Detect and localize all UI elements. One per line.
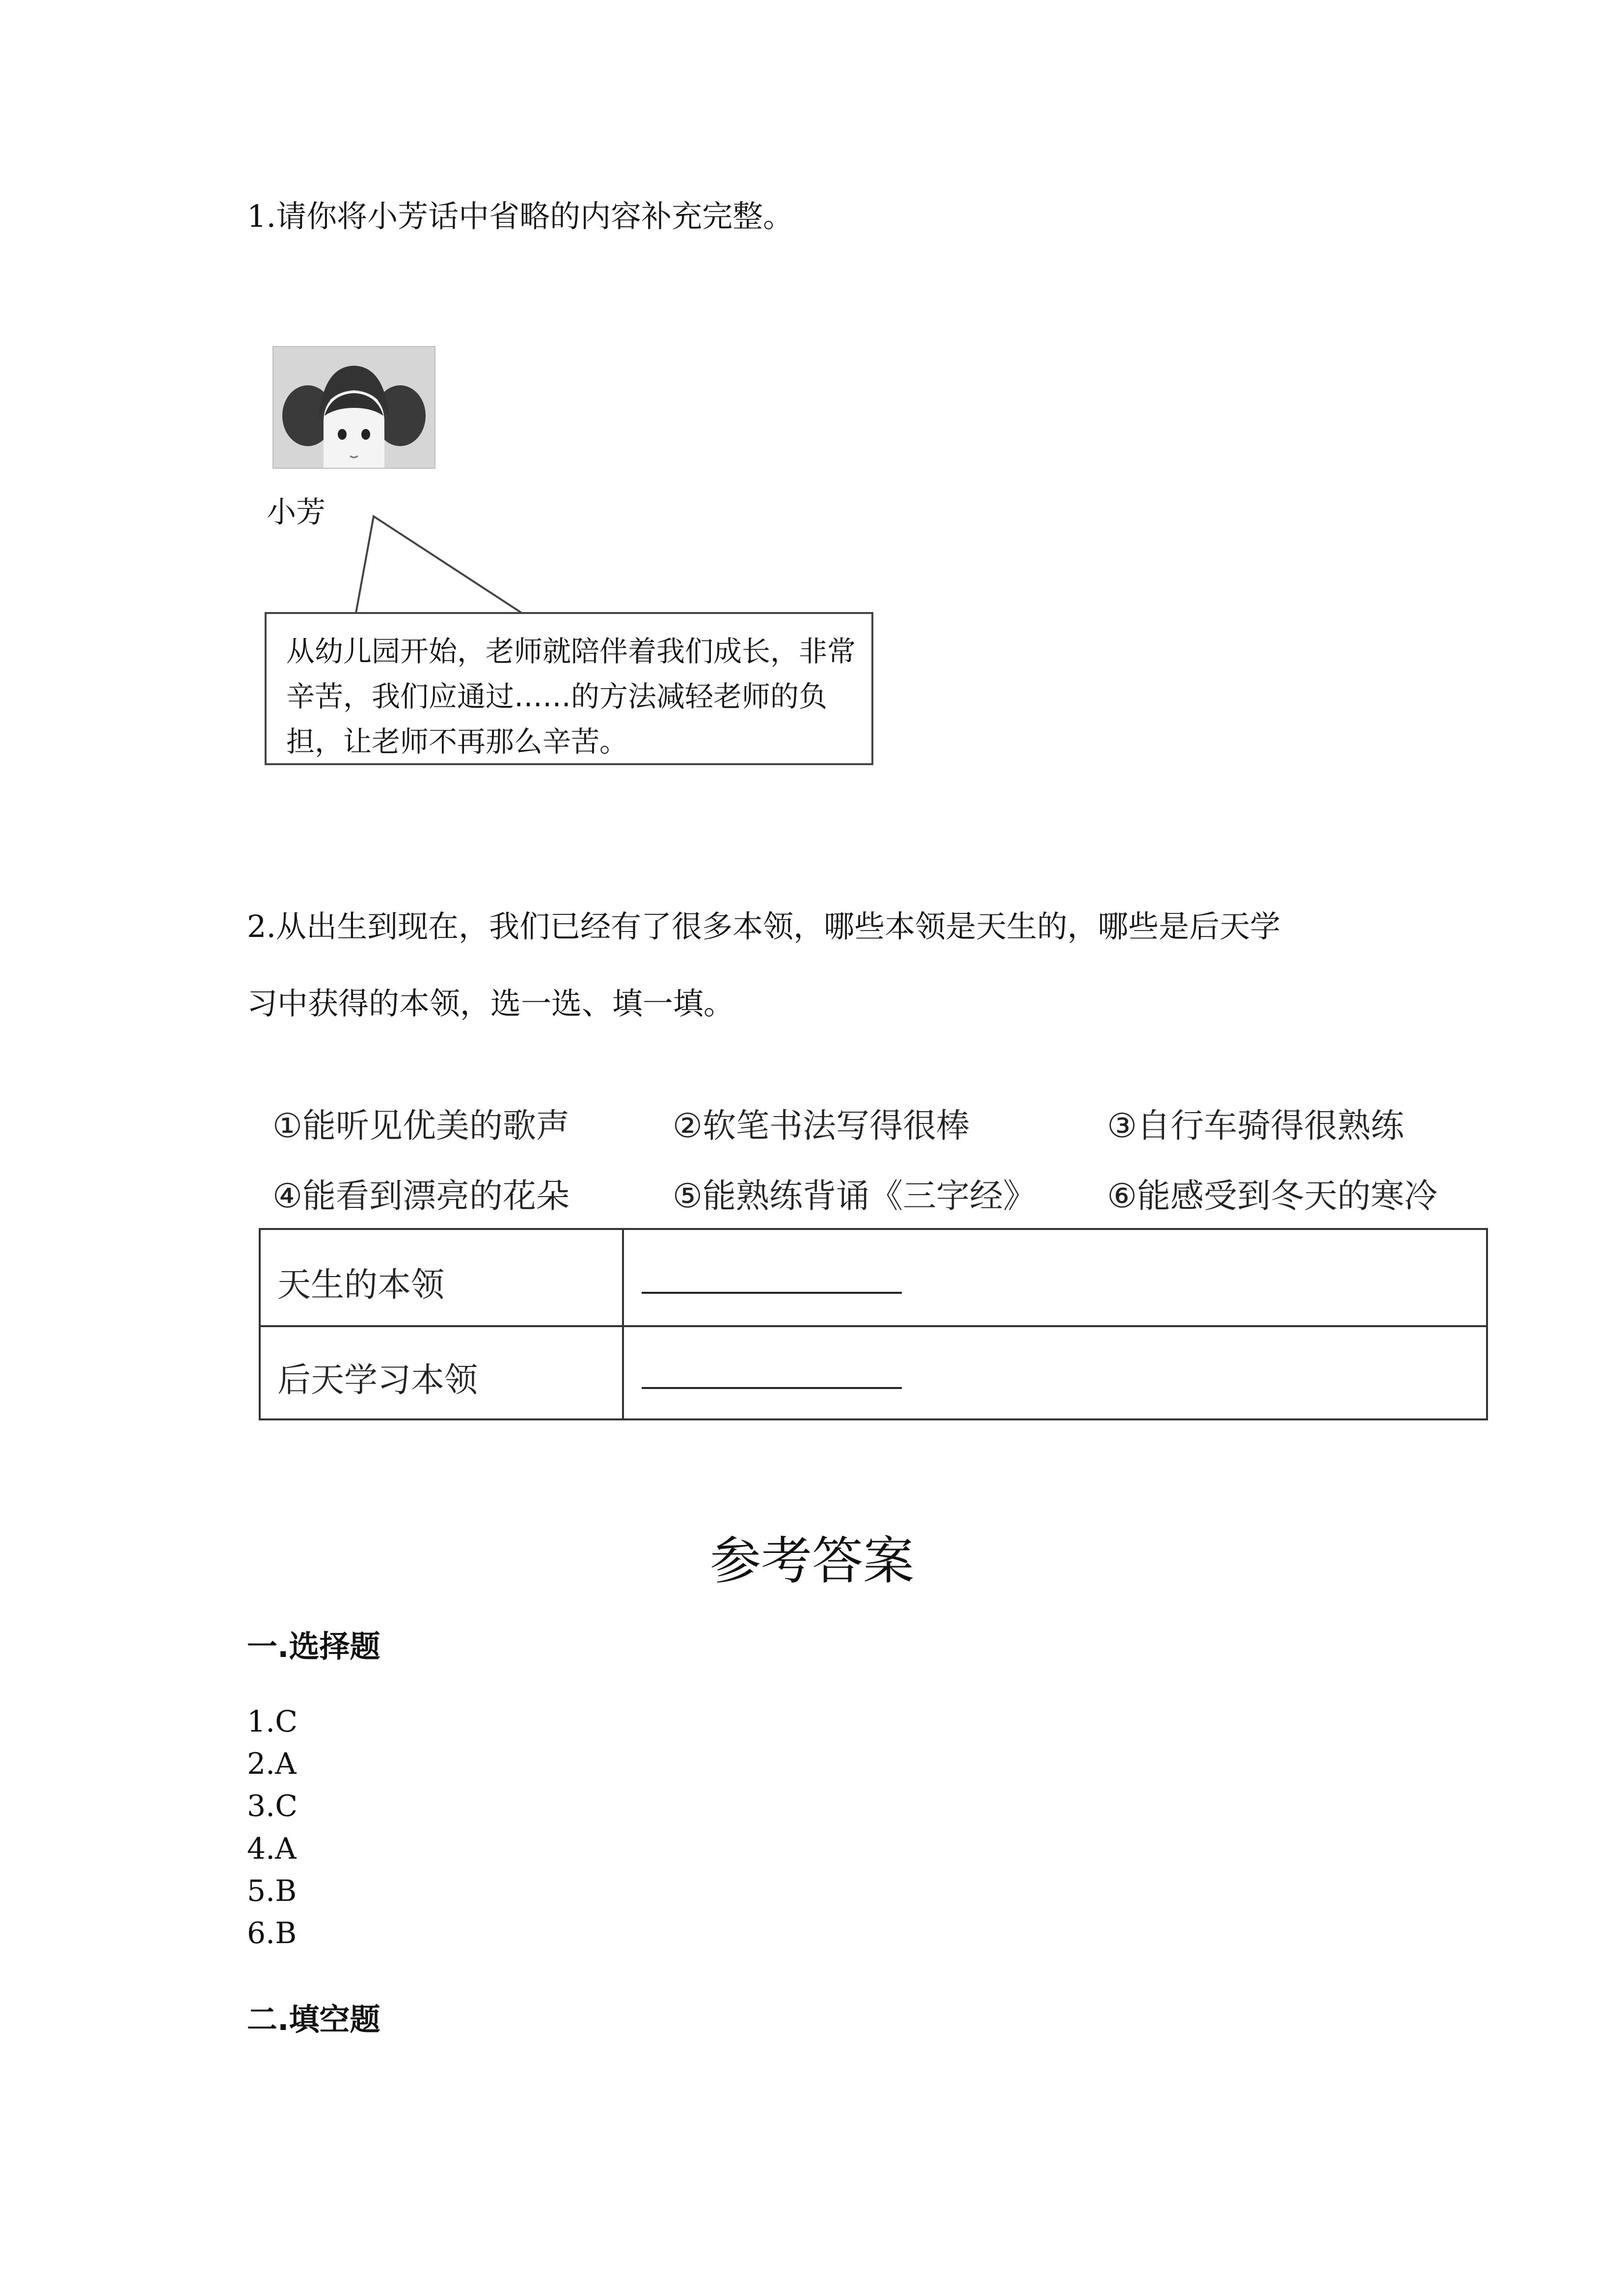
option-6: ⑥能感受到冬天的寒冷	[1107, 1177, 1437, 1216]
answer-item: 4.A	[247, 1832, 297, 1866]
option-4: ④能看到漂亮的花朵	[272, 1177, 569, 1216]
bubble-line-1: 从幼儿园开始，老师就陪伴着我们成长，非常	[286, 635, 856, 668]
answer-blank-innate[interactable]	[642, 1292, 902, 1294]
speech-bubble	[265, 612, 873, 765]
answer-item: 1.C	[247, 1705, 298, 1739]
girl-face-icon	[273, 347, 434, 468]
answer-blank-learned[interactable]	[642, 1387, 902, 1389]
bubble-line-3: 担，让老师不再那么辛苦。	[286, 725, 628, 758]
option-5: ⑤能熟练背诵《三字经》	[673, 1177, 1036, 1216]
row-label-learned: 后天学习本领	[277, 1361, 478, 1400]
answer-title: 参考答案	[709, 1531, 914, 1591]
column-divider	[622, 1230, 624, 1325]
option-1: ①能听见优美的歌声	[272, 1107, 569, 1146]
answer-item: 2.A	[247, 1747, 297, 1781]
girl-face-illustration	[272, 346, 435, 469]
table-row	[261, 1325, 1486, 1420]
question-2-line-2: 习中获得的本领，选一选、填一填。	[247, 986, 734, 1021]
section-heading-fill: 二.填空题	[247, 2002, 380, 2037]
skills-table	[259, 1228, 1488, 1420]
figure-label: 小芳	[267, 495, 325, 530]
answer-item: 6.B	[247, 1916, 297, 1950]
question-1-text: 1.请你将小芳话中省略的内容补充完整。	[247, 198, 794, 234]
row-label-innate: 天生的本领	[277, 1266, 445, 1305]
answer-item: 5.B	[247, 1874, 297, 1908]
bubble-line-2: 辛苦，我们应通过……的方法减轻老师的负	[286, 680, 828, 713]
option-2: ②软笔书法写得很棒	[673, 1107, 970, 1146]
table-row	[261, 1230, 1486, 1327]
question-2-line-1: 2.从出生到现在，我们已经有了很多本领，哪些本领是天生的，哪些是后天学	[247, 908, 1281, 944]
section-heading-choice: 一.选择题	[247, 1629, 380, 1664]
answer-item: 3.C	[247, 1789, 298, 1823]
option-3: ③自行车骑得很熟练	[1107, 1107, 1404, 1146]
column-divider	[622, 1325, 624, 1420]
